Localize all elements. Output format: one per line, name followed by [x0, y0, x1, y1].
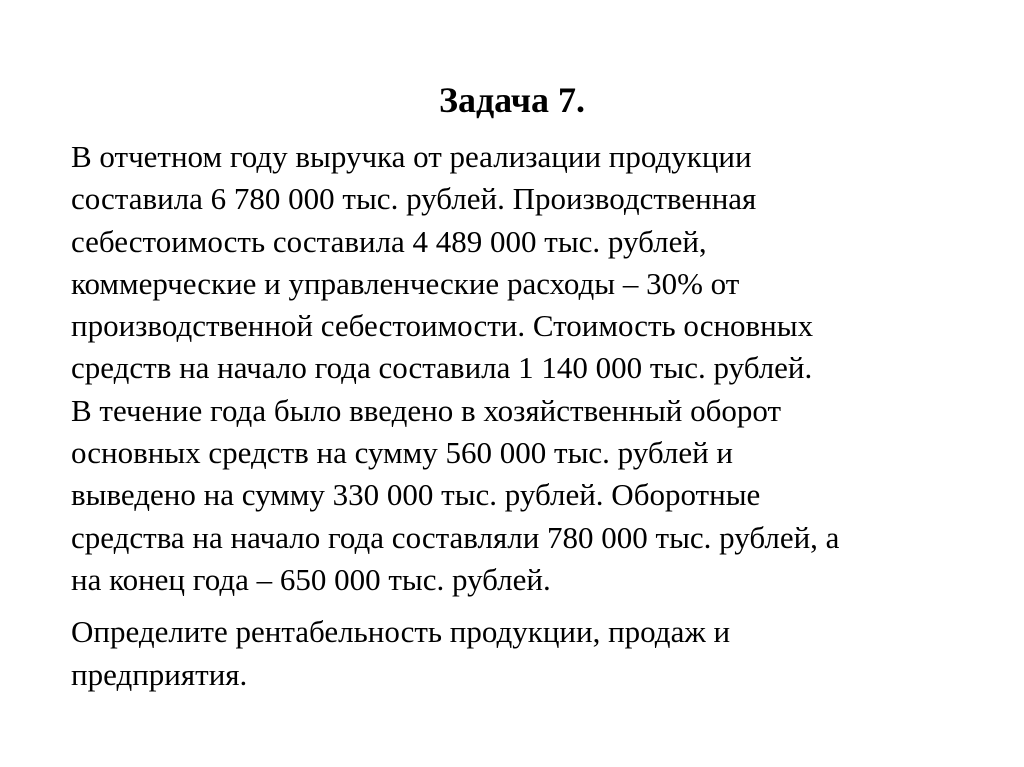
text-line: основных средств на сумму 560 000 тыс. рублей и: [71, 435, 734, 471]
text-line: себестоимость составила 4 489 000 тыс. рублей,: [71, 223, 707, 259]
text-line: средств на начало года составила 1 140 000 тыс. рублей.: [71, 350, 813, 386]
text-line: выведено на сумму 330 000 тыс. рублей. Оборотные: [71, 477, 761, 513]
text-line: В течение года было введено в хозяйственный оборот: [71, 392, 782, 428]
text-line: средства на начало года составляли 780 000 тыс. рублей, а: [71, 519, 840, 555]
problem-statement-paragraph: [71, 136, 971, 601]
text-line: В отчетном году выручка от реализации продукции: [71, 139, 752, 174]
text-line: на конец года – 650 000 тыс. рублей.: [71, 561, 551, 597]
text-line: предприятия.: [71, 656, 248, 692]
question-paragraph: [71, 611, 971, 696]
text-line: составила 6 780 000 тыс. рублей. Производственная: [71, 181, 757, 217]
text-line: коммерческие и управленческие расходы – 30% от: [71, 265, 740, 301]
text-line: Определите рентабельность продукции, продаж и: [71, 614, 731, 650]
text-line: производственной себестоимости. Стоимость основных: [71, 308, 814, 344]
slide-title: Задача 7.: [438, 80, 586, 120]
slide-body: [71, 136, 971, 696]
